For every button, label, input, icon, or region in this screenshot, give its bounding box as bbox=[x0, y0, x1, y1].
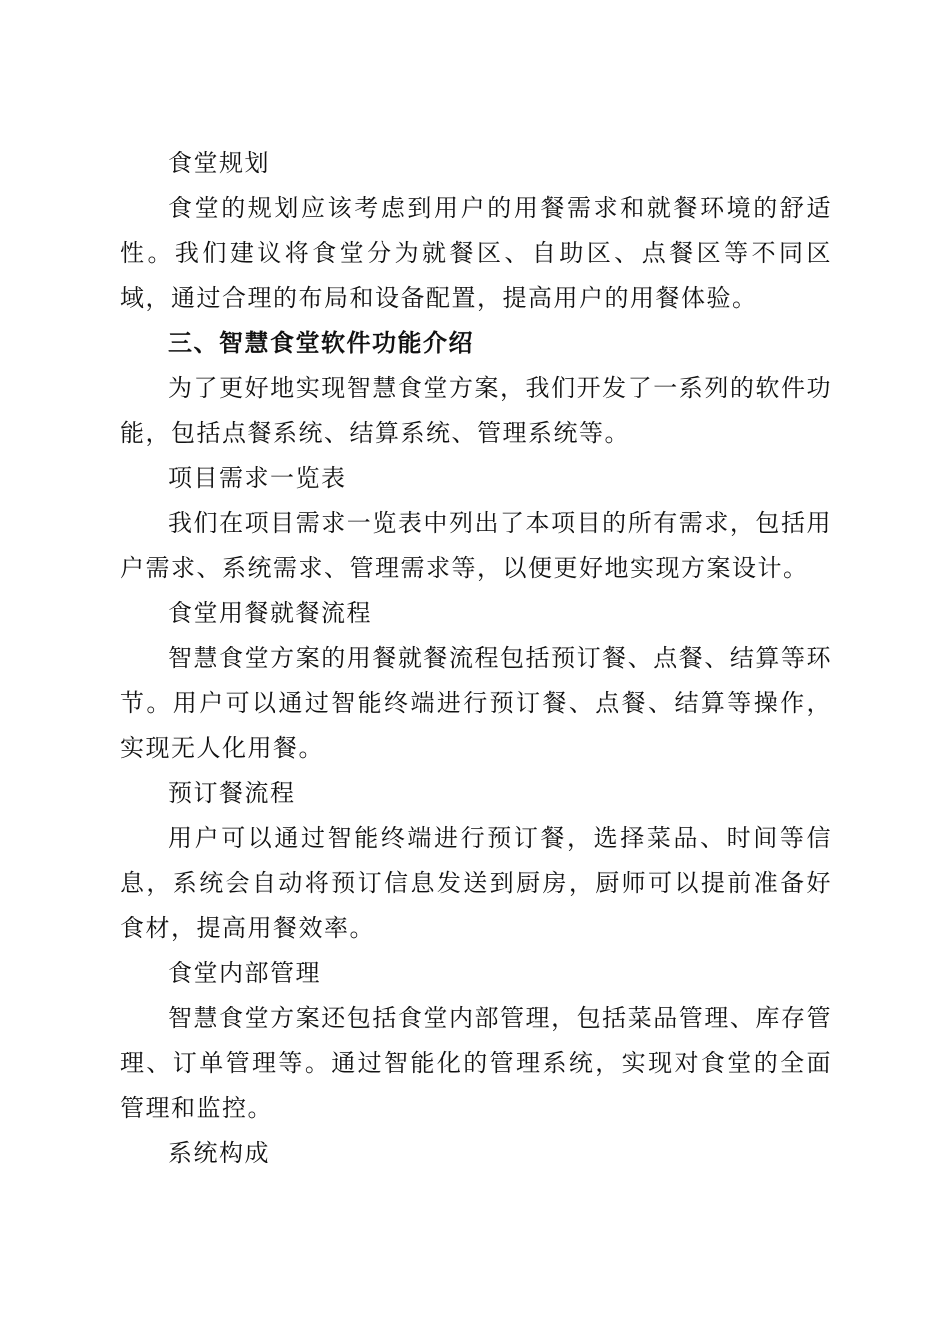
subheading-requirements-table: 项目需求一览表 bbox=[168, 464, 347, 492]
paragraph-requirements-table: 我们在项目需求一览表中列出了本项目的所有需求，包括用户需求、系统需求、管理需求等，以便更好地实现方案设计。 bbox=[120, 509, 832, 582]
subheading-reservation-process: 预订餐流程 bbox=[168, 779, 296, 807]
paragraph-internal-management: 智慧食堂方案还包括食堂内部管理，包括菜品管理、库存管理、订单管理等。通过智能化的管理系统，实现对食堂的全面管理和监控。 bbox=[120, 1004, 832, 1122]
paragraph-canteen-planning: 食堂的规划应该考虑到用户的用餐需求和就餐环境的舒适性。我们建议将食堂分为就餐区、自助区、点餐区等不同区域，通过合理的布局和设备配置，提高用户的用餐体验。 bbox=[120, 194, 832, 312]
subheading-system-composition: 系统构成 bbox=[168, 1139, 270, 1167]
paragraph-dining-process: 智慧食堂方案的用餐就餐流程包括预订餐、点餐、结算等环节。用户可以通过智能终端进行预订餐、点餐、结算等操作，实现无人化用餐。 bbox=[120, 644, 832, 762]
subheading-internal-management: 食堂内部管理 bbox=[168, 959, 321, 987]
document-body bbox=[120, 141, 832, 1176]
subheading-canteen-planning: 食堂规划 bbox=[168, 149, 270, 177]
paragraph-software-functions: 为了更好地实现智慧食堂方案，我们开发了一系列的软件功能，包括点餐系统、结算系统、管理系统等。 bbox=[120, 374, 832, 447]
section-heading-software-functions: 三、智慧食堂软件功能介绍 bbox=[168, 329, 474, 357]
subheading-dining-process: 食堂用餐就餐流程 bbox=[168, 599, 372, 627]
paragraph-reservation-process: 用户可以通过智能终端进行预订餐，选择菜品、时间等信息，系统会自动将预订信息发送到厨房，厨师可以提前准备好食材，提高用餐效率。 bbox=[120, 824, 832, 942]
